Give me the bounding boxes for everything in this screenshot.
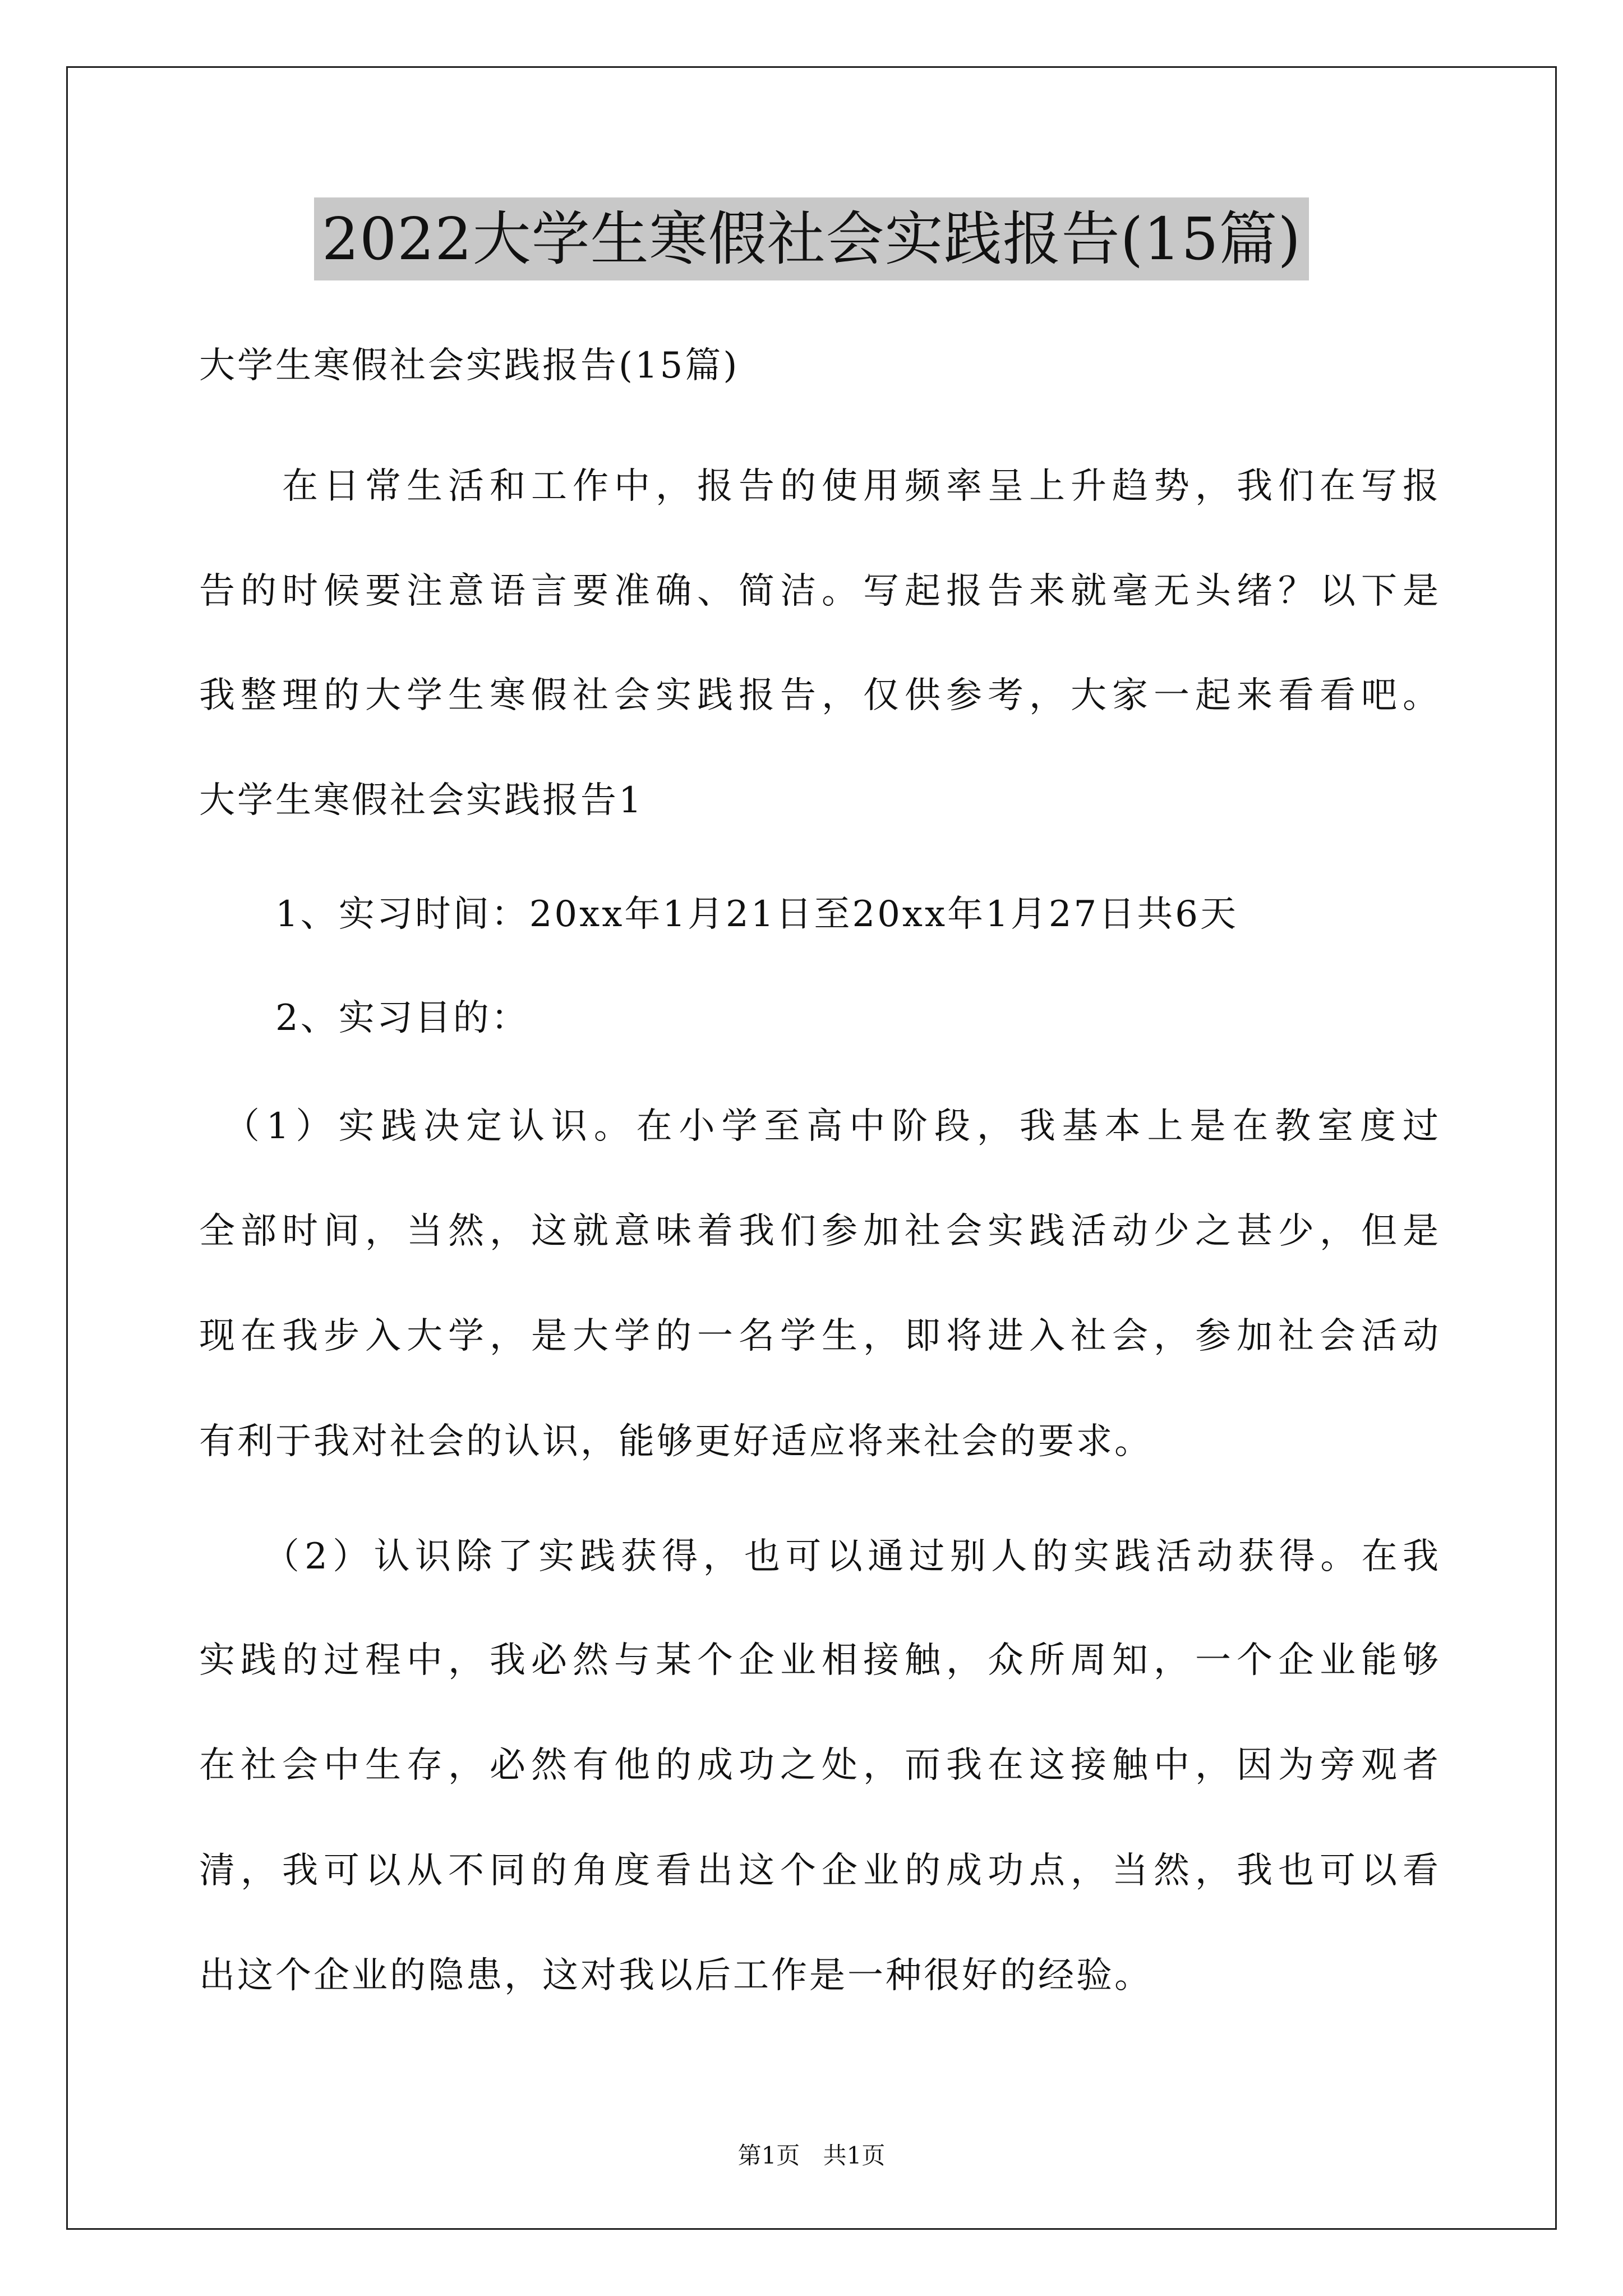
paragraph-line: （1）实践决定认识。在小学至高中阶段，我基本上是在教室度过 bbox=[199, 1106, 1438, 1147]
paragraph-line: 清，我可以从不同的角度看出这个企业的成功点，当然，我也可以看 bbox=[199, 1850, 1438, 1892]
paragraph-line: 出这个企业的隐患，这对我以后工作是一种很好的经验。 bbox=[199, 1955, 1152, 1996]
paragraph-line: 我整理的大学生寒假社会实践报告，仅供参考，大家一起来看看吧。 bbox=[199, 675, 1438, 716]
paragraph-line: 现在我步入大学，是大学的一名学生，即将进入社会，参加社会活动 bbox=[199, 1315, 1438, 1357]
section-heading: 大学生寒假社会实践报告1 bbox=[199, 780, 644, 821]
page-footer bbox=[0, 2140, 1623, 2171]
paragraph-line: 实践的过程中，我必然与某个企业相接触，众所周知，一个企业能够 bbox=[199, 1640, 1438, 1681]
subtitle-line: 大学生寒假社会实践报告(15篇) bbox=[199, 345, 740, 386]
paragraph-line: 全部时间，当然，这就意味着我们参加社会实践活动少之甚少，但是 bbox=[199, 1211, 1438, 1252]
page-number: 第1页 bbox=[737, 2142, 800, 2169]
document-title: 2022大学生寒假社会实践报告(15篇) bbox=[314, 197, 1309, 280]
paragraph-line: 1、实习时间：20xx年1月21日至20xx年1月27日共6天 bbox=[199, 894, 1238, 935]
paragraph-line: 在日常生活和工作中，报告的使用频率呈上升趋势，我们在写报 bbox=[199, 466, 1438, 507]
title-container bbox=[0, 197, 1623, 280]
paragraph-line: 有利于我对社会的认识，能够更好适应将来社会的要求。 bbox=[199, 1421, 1152, 1462]
paragraph-line: 2、实习目的： bbox=[199, 997, 529, 1039]
page-total: 共1页 bbox=[823, 2142, 886, 2169]
paragraph-line: （2）认识除了实践获得，也可以通过别人的实践活动获得。在我 bbox=[199, 1536, 1438, 1577]
paragraph-line: 在社会中生存，必然有他的成功之处，而我在这接触中，因为旁观者 bbox=[199, 1745, 1438, 1786]
paragraph-line: 告的时候要注意语言要准确、简洁。写起报告来就毫无头绪？以下是 bbox=[199, 570, 1438, 612]
